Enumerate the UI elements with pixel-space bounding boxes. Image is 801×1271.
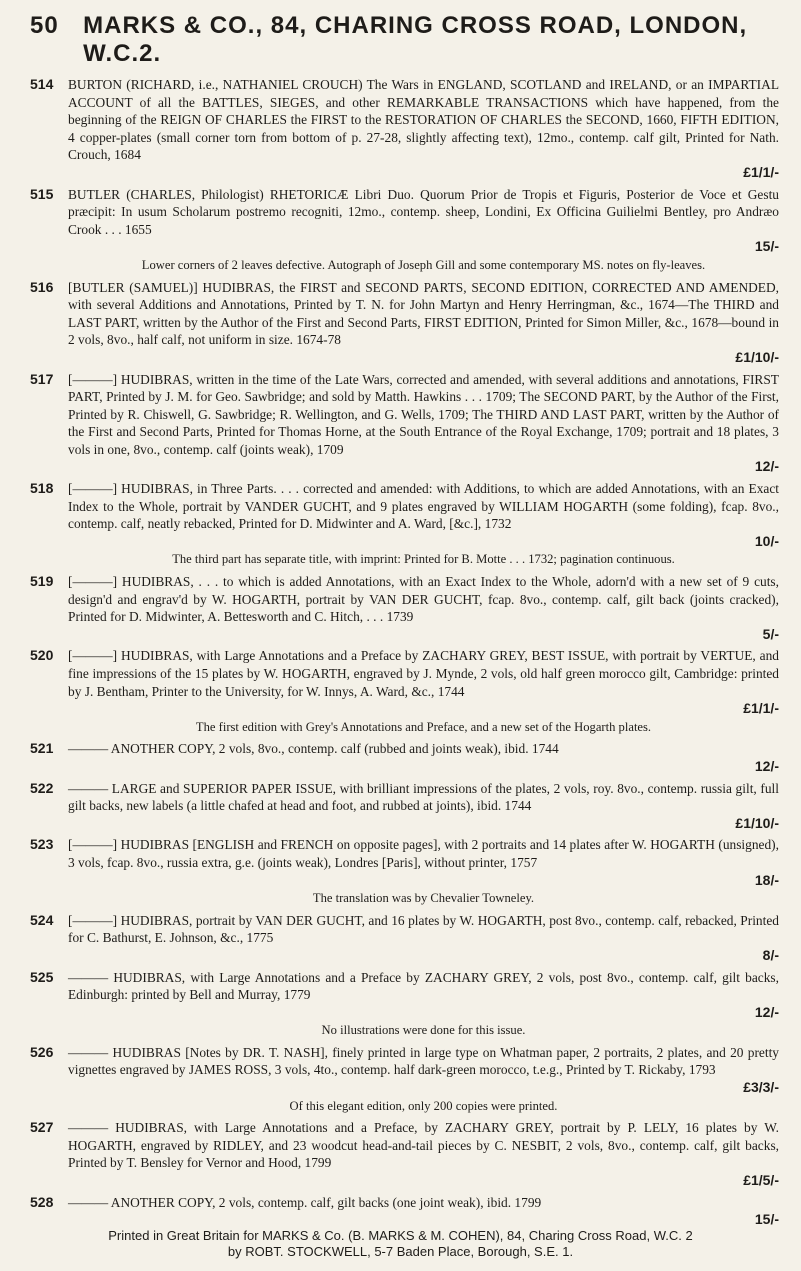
entry-price: 10/- bbox=[754, 532, 779, 549]
entry-number: 516 bbox=[30, 278, 54, 295]
entry-number: 514 bbox=[30, 76, 54, 92]
entry-description: BURTON (RICHARD, i.e., NATHANIEL CROUCH) The Wars in ENGLAND, SCOTLAND and IRELAND, or an IMPARTIAL ACCOUNT of all the BATTLES, SIEGES, and other REMARKABLE TRANSACTIONS which have happened, from the beginning of the REIGN OF CHARLES the FIRST to the RESTORATION OF CHARLES the SECOND, 1660, FIFTH EDITION, 4 copper-plates (small corner torn from bottom of p. 27-28, slightly affecting text), 12mo., contemp. calf gilt, Printed for Nath. Crouch, 1684 bbox=[68, 77, 779, 163]
entry-price: 12/- bbox=[754, 1003, 779, 1020]
catalogue-entry bbox=[30, 912, 779, 965]
entry-number: 518 bbox=[30, 480, 54, 497]
entry-price: £1/10/- bbox=[735, 814, 779, 831]
entry-price: £1/1/- bbox=[743, 163, 779, 180]
entry-description: ——— ANOTHER COPY, 2 vols, contemp. calf, gilt backs (one joint weak), ibid. 1799 bbox=[68, 1194, 542, 1210]
footer-line-1: Printed in Great Britain for MARKS & Co. (B. MARKS & M. COHEN), 84, Charing Cross Road, W.C. 2 bbox=[108, 1228, 693, 1243]
entry-price: 18/- bbox=[754, 871, 779, 888]
entry-note: The third part has separate title, with imprint: Printed for B. Motte . . . 1732; pagination continuous. bbox=[172, 552, 675, 567]
catalogue-entry bbox=[30, 186, 779, 275]
entry-number: 527 bbox=[30, 1119, 54, 1136]
entry-price: £1/1/- bbox=[743, 700, 779, 717]
entry-description: [———] HUDIBRAS, with Large Annotations and a Preface by ZACHARY GREY, BEST ISSUE, with portrait by VERTUE, and fine impressions of the 15 plates by W. HOGARTH, engraved by J. Mynde, 2 vols, old half green morocco gilt, Cambridge: printed by J. Bentham, Printer to the University, for W. Innys, A. Ward, &c., 1744 bbox=[68, 648, 779, 699]
entry-description: ——— ANOTHER COPY, 2 vols, 8vo., contemp. calf (rubbed and joints weak), ibid. 1744 bbox=[68, 741, 559, 757]
entry-description: BUTLER (CHARLES, Philologist) RHETORICÆ Libri Duo. Quorum Prior de Tropis et Figuris, Posterior de Voce et Gestu præcipit: In usum Scholarum postremo recogniti, 12mo., contemp. sheep, Londini, Ex Officina Guilielmi Bentley, pro Andræo Crook . . . 1655 bbox=[68, 186, 779, 237]
entry-number: 519 bbox=[30, 573, 54, 590]
entry-description: [———] HUDIBRAS [ENGLISH and FRENCH on opposite pages], with 2 portraits and 14 plates after W. HOGARTH (unsigned), 3 vols, fcap. 8vo., russia extra, g.e. (joints weak), Londres [Paris], without printer, 1757 bbox=[68, 837, 779, 870]
entry-description: [BUTLER (SAMUEL)] HUDIBRAS, the FIRST and SECOND PARTS, SECOND EDITION, CORRECTED AND AMENDED, with several Additions and Annotations, Printed by T. N. for John Martyn and Henry Herringman, &c., 1674—The THIRD and LAST PART, written by the Author of the First and Second Parts, FIRST EDITION, Printed for Simon Miller, &c., 1678—bound in 2 vols, 8vo., half calf, not uniform in size. 1674-78 bbox=[68, 279, 779, 348]
catalogue-entry bbox=[30, 1194, 779, 1229]
entry-description: ——— LARGE and SUPERIOR PAPER ISSUE, with brilliant impressions of the plates, 2 vols, roy. 8vo., contemp. russia gilt, full gilt backs, new labels (a little chafed at head and foot, and rubbed at joints), ibid. 1744 bbox=[68, 780, 779, 814]
entry-price: 15/- bbox=[754, 238, 779, 255]
catalogue-entry bbox=[30, 836, 779, 907]
catalogue-entry bbox=[30, 76, 779, 182]
entry-description: ——— HUDIBRAS, with Large Annotations and a Preface by ZACHARY GREY, 2 vols, post 8vo., contemp. calf, gilt backs, Edinburgh: printed by Bell and Murray, 1779 bbox=[68, 969, 779, 1003]
entry-list bbox=[30, 76, 779, 1229]
entry-number: 528 bbox=[30, 1193, 54, 1210]
entry-note: The first edition with Grey's Annotations and Preface, and a new set of the Hogarth plates. bbox=[195, 719, 652, 734]
entry-note: Of this elegant edition, only 200 copies were printed. bbox=[289, 1098, 558, 1113]
footer-line-2: by ROBT. STOCKWELL, 5-7 Baden Place, Borough, S.E. 1. bbox=[227, 1244, 574, 1259]
printer-footer bbox=[0, 1228, 801, 1260]
entry-description: ——— HUDIBRAS, with Large Annotations and a Preface, by ZACHARY GREY, portrait by P. LELY, 16 plates by W. HOGARTH, engraved by RIDLEY, and 23 woodcut head-and-tail pieces by C. NESBIT, 2 vols, 8vo., contemp. calf, gilt backs, Printed by T. Bensley for Vernor and Hood, 1799 bbox=[68, 1120, 779, 1171]
catalogue-entry bbox=[30, 480, 779, 569]
entry-price: 12/- bbox=[754, 757, 779, 774]
entry-price: 5/- bbox=[762, 625, 779, 642]
catalogue-entry bbox=[30, 1119, 779, 1189]
entry-note: No illustrations were done for this issue. bbox=[321, 1023, 526, 1038]
catalogue-entry bbox=[30, 573, 779, 643]
entry-number: 526 bbox=[30, 1043, 54, 1060]
entry-number: 521 bbox=[30, 740, 54, 757]
entry-description: ——— HUDIBRAS [Notes by DR. T. NASH], finely printed in large type on Whatman paper, 2 portraits, 2 plates, and 20 pretty vignettes engraved by JAMES ROSS, 3 vols, 4to., contemp. half dark-green morocco, t.e.g., Printed by T. Rickaby, 1793 bbox=[68, 1044, 779, 1078]
entry-number: 525 bbox=[30, 968, 54, 985]
page-title: MARKS & CO., 84, CHARING CROSS ROAD, LONDON, W.C.2. bbox=[83, 12, 748, 67]
entry-number: 515 bbox=[30, 185, 54, 202]
entry-price: 8/- bbox=[762, 946, 779, 963]
entry-number: 523 bbox=[30, 836, 54, 853]
catalogue-entry bbox=[30, 780, 779, 833]
entry-description: [———] HUDIBRAS, portrait by VAN DER GUCHT, and 16 plates by W. HOGARTH, post 8vo., contemp. calf, rebacked, Printed for C. Bathurst, E. Johnson, &c., 1775 bbox=[68, 912, 779, 946]
entry-number: 524 bbox=[30, 911, 54, 928]
entry-description: [———] HUDIBRAS, . . . to which is added Annotations, with an Exact Index to the Whole, adorn'd with a new set of 9 cuts, design'd and engrav'd by W. HOGARTH, portrait by VAN DER GUCHT, fcap. 8vo., contemp. calf, gilt back (joints cracked), Printed for D. Midwinter, A. Bettesworth and C. Hitch, . . . 1739 bbox=[68, 574, 779, 625]
page-number: 50 bbox=[30, 12, 59, 39]
entry-note: Lower corners of 2 leaves defective. Autograph of Joseph Gill and some contemporary MS. notes on fly-leaves. bbox=[141, 257, 706, 272]
entry-price: 15/- bbox=[754, 1211, 779, 1228]
entry-price: 12/- bbox=[754, 458, 779, 475]
catalogue-entry bbox=[30, 969, 779, 1040]
entry-number: 522 bbox=[30, 779, 54, 796]
catalogue-entry bbox=[30, 371, 779, 477]
catalogue-entry bbox=[30, 279, 779, 367]
entry-price: £1/10/- bbox=[735, 348, 779, 365]
entry-description: [———] HUDIBRAS, written in the time of the Late Wars, corrected and amended, with several additions and annotations, FIRST PART, Printed by J. M. for Geo. Sawbridge; and sold by Matth. Hawkins . . . 1709; The SECOND PART, by the Author of the First, Printed by R. Chiswell, G. Sawbridge; R. Wellington, and G. Wells, 1709; The THIRD AND LAST PART, written by the Author of the First and Second Parts, Printed for Thomas Horne, at the South Entrance of the Royal Exchange, 1709; portrait and 18 plates, 3 vols in one, 8vo., contemp. calf (joints weak), 1709 bbox=[68, 371, 779, 457]
catalogue-entry bbox=[30, 647, 779, 736]
catalogue-entry bbox=[30, 1044, 779, 1115]
catalogue-entry bbox=[30, 740, 779, 775]
entry-price: £3/3/- bbox=[743, 1079, 779, 1096]
entry-description: [———] HUDIBRAS, in Three Parts. . . . corrected and amended: with Additions, to which are added Annotations, with an Exact Index to the Whole, portrait by VANDER GUCHT, and 9 plates engraved by WILLIAM HOGARTH (some folding), fcap. 8vo., contemp. calf, neatly rebacked, Printed for D. Midwinter and A. Ward, [&c.], 1732 bbox=[68, 481, 779, 532]
page-header bbox=[30, 12, 779, 68]
entry-price: £1/5/- bbox=[743, 1172, 779, 1189]
entry-number: 517 bbox=[30, 370, 54, 387]
entry-number: 520 bbox=[30, 647, 54, 664]
entry-note: The translation was by Chevalier Towneley. bbox=[312, 891, 535, 906]
